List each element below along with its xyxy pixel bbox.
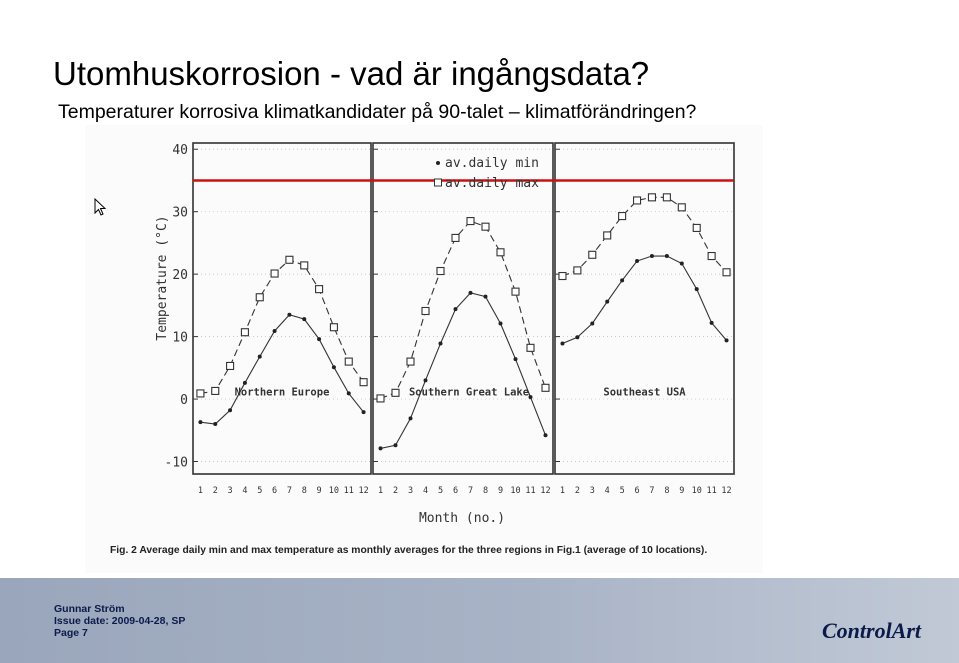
data-point-min bbox=[409, 416, 413, 420]
data-point-min bbox=[710, 321, 714, 325]
x-tick-label: 4 bbox=[422, 486, 429, 496]
x-tick-label: 9 bbox=[679, 486, 685, 496]
data-point-min bbox=[725, 338, 729, 342]
x-tick-label: 11 bbox=[706, 486, 717, 496]
data-point-max bbox=[377, 395, 384, 402]
data-point-max bbox=[256, 294, 263, 301]
data-point-min bbox=[560, 341, 564, 345]
data-point-max bbox=[574, 267, 581, 274]
data-point-max bbox=[497, 249, 504, 256]
data-point-min bbox=[635, 259, 639, 263]
x-tick-label: 5 bbox=[257, 486, 263, 496]
controlart-logo: ControlArt bbox=[822, 618, 922, 643]
x-tick-label: 9 bbox=[316, 486, 322, 496]
legend-max-marker bbox=[435, 179, 442, 186]
footer bbox=[0, 578, 959, 663]
data-point-min bbox=[258, 355, 262, 359]
data-point-max bbox=[693, 224, 700, 231]
footer-issue-date: Issue date: 2009-04-28, SP bbox=[54, 615, 186, 627]
legend-min-label: av.daily min bbox=[445, 156, 539, 171]
data-point-max bbox=[708, 253, 715, 260]
panel-label: Southeast USA bbox=[603, 386, 686, 399]
x-tick-label: 4 bbox=[242, 486, 248, 496]
data-point-min bbox=[620, 278, 624, 282]
data-point-min bbox=[347, 391, 351, 395]
x-tick-label: 4 bbox=[604, 486, 610, 496]
data-point-min bbox=[680, 262, 684, 266]
legend-min-marker bbox=[436, 161, 440, 165]
data-point-max bbox=[437, 268, 444, 275]
data-point-max bbox=[467, 218, 474, 225]
x-tick-label: 11 bbox=[343, 486, 354, 496]
data-point-min bbox=[287, 313, 291, 317]
y-tick-label: 30 bbox=[172, 205, 188, 221]
legend-max-label: av.daily max bbox=[445, 176, 539, 191]
data-point-min bbox=[469, 291, 473, 295]
data-point-max bbox=[634, 197, 641, 204]
data-point-max bbox=[542, 384, 549, 391]
x-tick-label: 8 bbox=[482, 486, 489, 496]
data-point-min bbox=[362, 410, 366, 414]
data-point-max bbox=[604, 232, 611, 239]
x-tick-label: 9 bbox=[497, 486, 504, 496]
x-tick-label: 1 bbox=[559, 486, 566, 496]
x-tick-label: 2 bbox=[212, 486, 218, 496]
data-point-min bbox=[439, 341, 443, 345]
data-point-max bbox=[197, 390, 204, 397]
x-tick-label: 6 bbox=[272, 486, 278, 496]
chart-background bbox=[85, 125, 763, 573]
data-point-max bbox=[589, 251, 596, 258]
mouse-cursor-icon bbox=[94, 198, 108, 218]
data-point-min bbox=[514, 357, 518, 361]
y-tick-label: 0 bbox=[180, 393, 188, 409]
data-point-max bbox=[482, 223, 489, 230]
y-tick-label: 20 bbox=[172, 268, 188, 284]
data-point-max bbox=[422, 307, 429, 314]
x-tick-label: 5 bbox=[619, 486, 625, 496]
data-point-min bbox=[424, 378, 428, 382]
x-tick-label: 3 bbox=[407, 486, 414, 496]
y-axis-label: Temperature (°C) bbox=[155, 215, 170, 341]
data-point-min bbox=[302, 317, 306, 321]
data-point-min bbox=[499, 321, 503, 325]
data-point-min bbox=[695, 287, 699, 291]
data-point-max bbox=[663, 194, 670, 201]
x-tick-label: 12 bbox=[358, 486, 369, 496]
x-tick-label: 5 bbox=[437, 486, 444, 496]
y-tick-label: -10 bbox=[164, 455, 188, 471]
data-point-max bbox=[407, 358, 414, 365]
data-point-max bbox=[648, 194, 655, 201]
data-point-min bbox=[575, 335, 579, 339]
y-tick-label: 40 bbox=[172, 143, 188, 159]
slide-title: Utomhuskorrosion - vad är ingångsdata? bbox=[53, 55, 650, 92]
x-tick-label: 12 bbox=[540, 486, 551, 496]
x-tick-label: 7 bbox=[286, 486, 292, 496]
x-tick-label: 10 bbox=[691, 486, 702, 496]
x-tick-label: 11 bbox=[525, 486, 536, 496]
x-tick-label: 8 bbox=[664, 486, 670, 496]
panel-label: Southern Great Lake bbox=[408, 386, 530, 399]
data-point-max bbox=[316, 286, 323, 293]
data-point-max bbox=[678, 204, 685, 211]
x-tick-label: 10 bbox=[328, 486, 340, 496]
x-tick-label: 3 bbox=[589, 486, 595, 496]
y-tick-label: 10 bbox=[172, 330, 188, 346]
data-point-max bbox=[330, 324, 337, 331]
data-point-max bbox=[392, 389, 399, 396]
data-point-min bbox=[454, 307, 458, 311]
data-point-min bbox=[650, 254, 654, 258]
x-tick-label: 6 bbox=[634, 486, 640, 496]
x-tick-label: 7 bbox=[467, 486, 474, 496]
x-tick-label: 3 bbox=[227, 486, 233, 496]
figure-caption: Fig. 2 Average daily min and max temperature as monthly averages for the three regions in Fig.1 (average of 10 locations). bbox=[110, 545, 708, 556]
data-point-max bbox=[286, 256, 293, 263]
data-point-max bbox=[527, 344, 534, 351]
data-point-min bbox=[198, 420, 202, 424]
data-point-max bbox=[241, 329, 248, 336]
x-tick-label: 12 bbox=[721, 486, 732, 496]
x-tick-label: 7 bbox=[649, 486, 655, 496]
x-tick-label: 6 bbox=[452, 486, 459, 496]
x-tick-label: 8 bbox=[301, 486, 307, 496]
data-point-min bbox=[665, 254, 669, 258]
data-point-max bbox=[345, 358, 352, 365]
data-point-min bbox=[213, 422, 217, 426]
data-point-min bbox=[273, 329, 277, 333]
data-point-max bbox=[512, 288, 519, 295]
data-point-max bbox=[723, 269, 730, 276]
data-point-min bbox=[544, 433, 548, 437]
data-point-max bbox=[619, 213, 626, 220]
x-tick-label: 10 bbox=[510, 486, 521, 496]
data-point-max bbox=[212, 387, 219, 394]
data-point-min bbox=[590, 321, 594, 325]
data-point-min bbox=[243, 381, 247, 385]
data-point-min bbox=[379, 446, 383, 450]
data-point-max bbox=[360, 379, 367, 386]
data-point-max bbox=[301, 262, 308, 269]
x-tick-label: 2 bbox=[392, 486, 399, 496]
data-point-max bbox=[227, 362, 234, 369]
panel-label: Northern Europe bbox=[234, 386, 330, 399]
data-point-min bbox=[228, 408, 232, 412]
data-point-min bbox=[605, 300, 609, 304]
data-point-max bbox=[559, 273, 566, 280]
data-point-min bbox=[484, 295, 488, 299]
footer-page-number: Page 7 bbox=[54, 627, 88, 639]
x-tick-label: 2 bbox=[574, 486, 580, 496]
x-tick-label: 1 bbox=[197, 486, 203, 496]
data-point-max bbox=[271, 270, 278, 277]
data-point-max bbox=[452, 234, 459, 241]
data-point-min bbox=[394, 443, 398, 447]
footer-author: Gunnar Ström bbox=[54, 603, 125, 615]
data-point-min bbox=[317, 337, 321, 341]
x-tick-label: 1 bbox=[377, 486, 384, 496]
x-axis-label: Month (no.) bbox=[418, 511, 506, 526]
data-point-min bbox=[529, 395, 533, 399]
slide-subtitle: Temperaturer korrosiva klimatkandidater på 90-talet – klimatförändringen? bbox=[58, 101, 697, 123]
data-point-min bbox=[332, 365, 336, 369]
